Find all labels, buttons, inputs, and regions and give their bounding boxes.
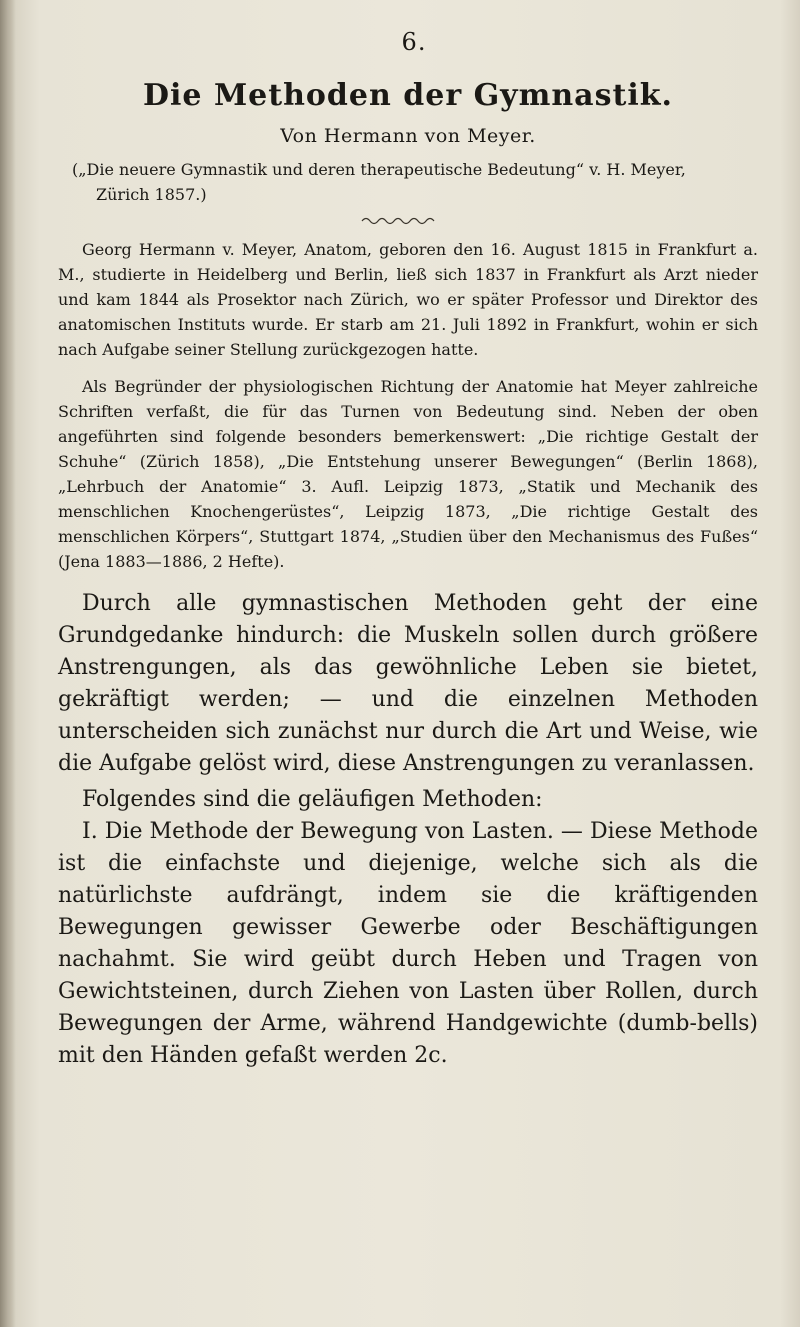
source-citation-line-1: („Die neuere Gymnastik und deren therapeutische Bedeutung“ v. H. Meyer, (72, 160, 686, 179)
chapter-title: Die Methoden der Gymnastik. (143, 78, 673, 113)
page-content (58, 28, 758, 1072)
page-number: 6. (401, 28, 427, 56)
wavy-line-ornament (360, 215, 438, 227)
author-biography: Georg Hermann v. Meyer, Anatom, geboren den 16. August 1815 in Frankfurt a. M., studierte in Heidelberg und Berlin, ließ sich 1837 in Frankfurt als Arzt nieder und kam 1844 als Prosektor nach Zürich, wo er später Professor und Direktor des anatomischen Instituts wurde. Er starb am 21. Juli 1892 in Frankfurt, wohin er sich nach Aufgabe seiner Stellung zurückgezogen hatte. (58, 240, 758, 359)
body-paragraph-methods-heading: Folgendes sind die geläufigen Methoden: (82, 787, 543, 812)
source-citation-line-2: Zürich 1857.) (96, 185, 207, 204)
author-works: Als Begründer der physiologischen Richtung der Anatomie hat Meyer zahlreiche Schriften verfaßt, die für das Turnen von Bedeutung sind. Neben der oben angeführten sind folgende besonders bemerkenswert: „Die richtige Gestalt der Schuhe“ (Zürich 1858), „Die Entstehung unserer Bewegungen“ (Berlin 1868), „Lehrbuch der Anatomie“ 3. Aufl. Leipzig 1873, „Statik und Mechanik des menschlichen Knochengerüstes“, Leipzig 1873, „Die richtige Gestalt des menschlichen Körpers“, Stuttgart 1874, „Studien über den Mechanismus des Fußes“ (Jena 1883—1886, 2 Hefte). (58, 377, 758, 571)
book-spine-shadow (0, 0, 16, 1327)
author-byline: Von Hermann von Meyer. (280, 125, 536, 147)
body-paragraph-method-one: I. Die Methode der Bewegung von Lasten. — Diese Methode ist die einfachste und diejenige, welche sich als die natürlichste aufdrängt, indem sie die kräftigenden Bewegungen gewisser Gewerbe oder Beschäftigungen nachahmt. Sie wird geübt durch Heben und Tragen von Gewichtsteinen, durch Ziehen von Lasten über Rollen, durch Bewegungen der Arme, während Handgewichte (dumb-bells) mit den Händen gefaßt werden 2c. (58, 819, 758, 1068)
source-citation (58, 157, 758, 207)
body-paragraph-intro: Durch alle gymnastischen Methoden geht der eine Grundgedanke hindurch: die Muskeln sollen durch größere Anstrengungen, als das gewöhnliche Leben sie bietet, gekräftigt werden; — und die einzelnen Methoden unterscheiden sich zunächst nur durch die Art und Weise, wie die Aufgabe gelöst wird, diese Anstrengungen zu veranlassen. (58, 591, 758, 776)
